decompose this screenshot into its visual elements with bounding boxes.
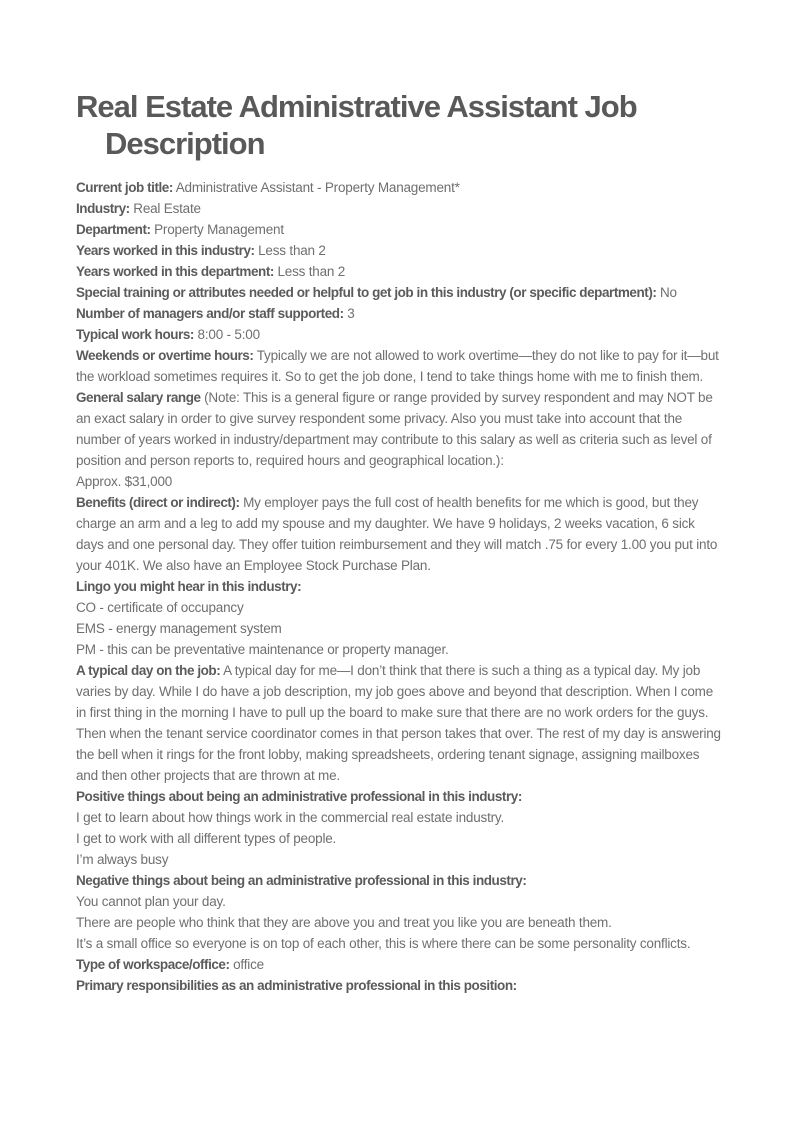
field-value: Typically we are not allowed to work overtime—they do not like to pay for it—but the workload sometimes requires it. So to get the job done, I tend to take things home with me to finish them.	[76, 348, 719, 384]
field-row	[76, 597, 722, 618]
field-value: No	[659, 285, 677, 300]
field-value: It’s a small office so everyone is on top of each other, this is where there can be some personality conflicts.	[76, 936, 691, 951]
field-value: My employer pays the full cost of health benefits for me which is good, but they charge an arm and a leg to add my spouse and my daughter. We have 9 holidays, 2 weeks vacation, 6 sick days and one personal day. They offer tuition reimbursement and they will match .75 for every 1.00 you put into your 401K. We also have an Employee Stock Purchase Plan.	[76, 495, 718, 573]
field-row	[76, 618, 722, 639]
field-row	[76, 198, 722, 219]
field-value: office	[233, 957, 264, 972]
field-row	[76, 954, 722, 975]
section-heading	[76, 975, 722, 996]
field-row	[76, 282, 722, 303]
field-value: 3	[347, 306, 355, 321]
field-label: General salary range	[76, 390, 201, 405]
section-heading	[76, 786, 722, 807]
field-row	[76, 807, 722, 828]
field-row	[76, 303, 722, 324]
field-value: Less than 2	[277, 264, 346, 279]
field-value: There are people who think that they are above you and treat you like you are beneath them.	[76, 915, 612, 930]
field-label: Primary responsibilities as an administrative professional in this position:	[76, 978, 517, 993]
field-row	[76, 849, 722, 870]
field-value: Administrative Assistant - Property Management*	[175, 180, 460, 195]
field-value: Property Management	[154, 222, 284, 237]
field-label: Lingo you might hear in this industry:	[76, 579, 302, 594]
section-heading	[76, 870, 722, 891]
field-label: Positive things about being an administrative professional in this industry:	[76, 789, 522, 804]
field-row	[76, 471, 722, 492]
field-value: I get to work with all different types of people.	[76, 831, 337, 846]
field-value: A typical day for me—I don’t think that there is such a thing as a typical day. My job varies by day. While I do have a job description, my job goes above and beyond that description. When I come in first thing in the morning I have to pull up the board to make sure that there are no work orders for the guys. Then when the tenant service coordinator comes in that person takes that over. The rest of my day is answering the bell when it rings for the front lobby, making spreadsheets, ordering tenant signage, assigning mailboxes and then other projects that are thrown at me.	[76, 663, 721, 783]
field-row	[76, 828, 722, 849]
field-value: PM - this can be preventative maintenance or property manager.	[76, 642, 449, 657]
field-label: Department:	[76, 222, 151, 237]
field-label: Negative things about being an administrative professional in this industry:	[76, 873, 527, 888]
field-label: Industry:	[76, 201, 130, 216]
field-label: Years worked in this department:	[76, 264, 274, 279]
paragraph-list	[76, 177, 722, 996]
field-value: (Note: This is a general figure or range provided by survey respondent and may NOT be an exact salary in order to give survey respondent some privacy. Also you must take into account that the number of years worked in industry/department may contribute to this salary as well as criteria such as level of position and person reports to, required hours and geographical location.):	[76, 390, 713, 468]
field-row	[76, 240, 722, 261]
section-heading	[76, 576, 722, 597]
field-label: A typical day on the job:	[76, 663, 221, 678]
field-value: Real Estate	[133, 201, 201, 216]
field-row	[76, 345, 722, 387]
field-row	[76, 219, 722, 240]
field-row	[76, 660, 722, 786]
field-label: Weekends or overtime hours:	[76, 348, 254, 363]
field-value: I get to learn about how things work in the commercial real estate industry.	[76, 810, 505, 825]
field-row	[76, 324, 722, 345]
field-row	[76, 387, 722, 471]
field-row	[76, 912, 722, 933]
field-value: 8:00 - 5:00	[197, 327, 260, 342]
field-value: Approx. $31,000	[76, 474, 173, 489]
field-value: You cannot plan your day.	[76, 894, 226, 909]
field-value: Less than 2	[258, 243, 326, 258]
field-label: Current job title:	[76, 180, 173, 195]
field-row	[76, 177, 722, 198]
field-label: Special training or attributes needed or helpful to get job in this industry (or specific department):	[76, 285, 657, 300]
field-value: EMS - energy management system	[76, 621, 282, 636]
field-value: I’m always busy	[76, 852, 169, 867]
field-row	[76, 891, 722, 912]
field-row	[76, 492, 722, 576]
page-title: Real Estate Administrative Assistant Job Description	[76, 89, 637, 161]
field-label: Typical work hours:	[76, 327, 194, 342]
field-label: Type of workspace/office:	[76, 957, 230, 972]
field-label: Benefits (direct or indirect):	[76, 495, 240, 510]
document-content	[76, 88, 722, 996]
field-value: CO - certificate of occupancy	[76, 600, 244, 615]
field-label: Years worked in this industry:	[76, 243, 255, 258]
field-row	[76, 261, 722, 282]
field-label: Number of managers and/or staff supported:	[76, 306, 344, 321]
field-row	[76, 933, 722, 954]
field-row	[76, 639, 722, 660]
